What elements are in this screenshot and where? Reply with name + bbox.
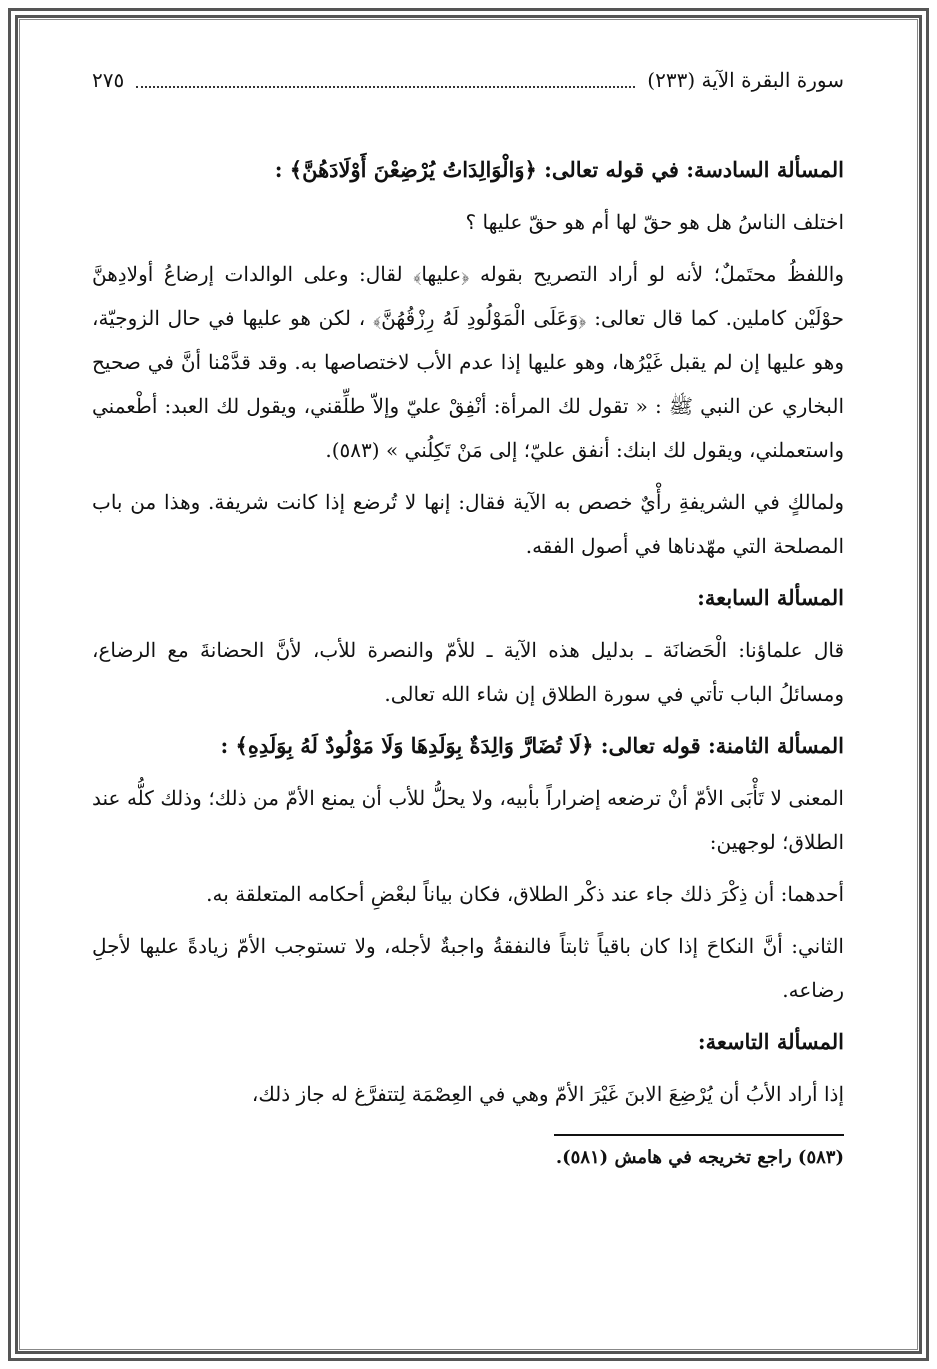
section-heading: المسألة التاسعة: [697, 1029, 844, 1054]
body-paragraph: إذا أراد الأبُ أن يُرْضِعَ الابنَ غَيْرَ الأمّ وهي في العِصْمَة لِتتفرَّغ له جاز ذلك، [251, 1082, 844, 1106]
section-heading: المسألة الثامنة: قوله تعالى: ﴿لَا تُضَارَّ وَالِدَةٌ بِوَلَدِهَا وَلَا مَوْلُودٌ لَهُ بِوَلَدِهِ﴾ : [220, 733, 844, 758]
section-heading: المسألة السابعة: [697, 585, 844, 610]
page-number: ٢٧٥ [92, 68, 125, 92]
section-heading: المسألة السادسة: في قوله تعالى: ﴿وَالْوَالِدَاتُ يُرْضِعْنَ أَوْلَادَهُنَّ﴾ : [274, 157, 844, 182]
body-paragraph: المعنى لا تَأْبَى الأمّ أنْ ترضعه إضراراً بأبيه، ولا يحلُّ للأب أن يمنع الأمّ من ذلك؛ وذلك كلُّه عند الطلاق؛ لوجهين: [92, 786, 844, 854]
running-header [92, 60, 844, 100]
page-body [92, 148, 844, 1116]
body-paragraph: اختلف الناسُ هل هو حقّ لها أم هو حقّ عليها ؟ [465, 210, 844, 234]
header-title: سورة البقرة الآية (٢٣٣) [647, 68, 844, 92]
header-dot-leader [136, 72, 635, 88]
footnote-separator [554, 1134, 844, 1136]
body-paragraph: الثاني: أنَّ النكاحَ إذا كان باقياً ثابتاً فالنفقةُ واجبةٌ لأجله، ولا تستوجب الأمّ زيادةً عليها لأجلِ رضاعه. [92, 934, 844, 1002]
body-paragraph: ولمالكٍ في الشريفةِ رأْيٌ خصص به الآية فقال: إنها لا تُرضع إذا كانت شريفة. وهذا من باب المصلحة التي مهّدناها في أصول الفقه. [92, 490, 844, 558]
body-paragraph: واللفظُ محتَملٌ؛ لأنه لو أراد التصريح بقوله ﴿عليها﴾ لقال: وعلى الوالدات إرضاعُ أولادِهنَّ حوْلَيْن كاملين. كما قال تعالى: ﴿وَعَلَى الْمَوْلُودِ لَهُ رِزْقُهُنَّ﴾ ، لكن هو عليها في حال الزوجيّة، وهو عليها إن لم يقبل غَيْرُها، وهو عليها إذا عدم الأب لاختصاصها به. وقد قدَّمْنا أنَّ في صحيح البخاري عن النبي ﷺ : « تقول لك المرأة: أنْفِقْ عليّ وإلاّ طلِّقني، ويقول لك العبد: أطْعمني واستعملني، ويقول لك ابنك: أنفق عليّ؛ إلى مَنْ تَكِلُني » (٥٨٣). [92, 262, 844, 462]
book-page [92, 60, 844, 1172]
footnote: (٥٨٣) راجع تخريجه في هامش (٥٨١). [555, 1147, 844, 1168]
body-paragraph: قال علماؤنا: الْحَضانَة ـ بدليل هذه الآية ـ للأمّ والنصرة للأب، لأنَّ الحضانةَ مع الرضاع، ومسائلُ الباب تأتي في سورة الطلاق إن شاء الله تعالى. [92, 638, 844, 706]
body-paragraph: أحدهما: أن ذِكْرَ ذلك جاء عند ذكْر الطلاق، فكان بياناً لبعْضِ أحكامه المتعلقة به. [206, 882, 844, 906]
